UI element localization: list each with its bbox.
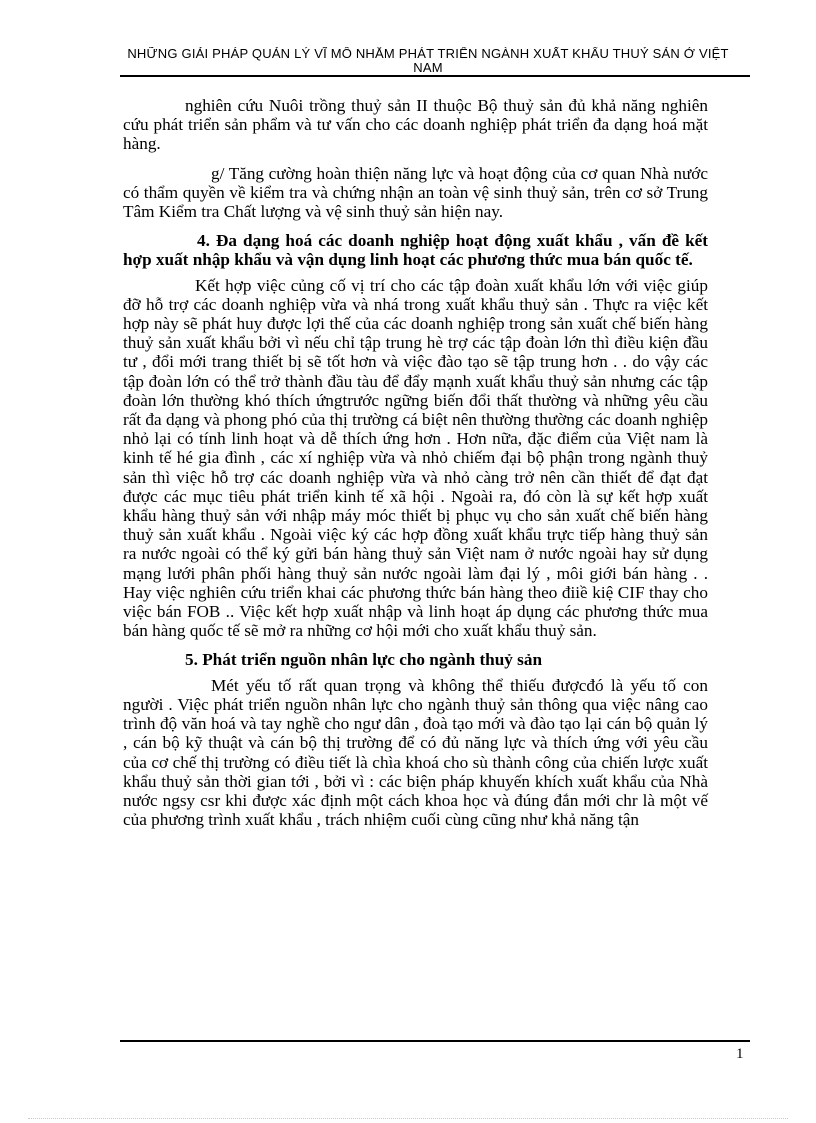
paragraph-research-institute: nghiên cứu Nuôi trồng thuỷ sản II thuộc Bộ thuỷ sản đủ khả năng nghiên cứu phát triển sản phẩm và tư vấn cho các doanh nghiệp phát triển đa dạng hoá mặt hàng.: [123, 96, 708, 154]
paragraph-enterprise-diversification: Kết hợp việc củng cố vị trí cho các tập đoàn xuất khẩu lớn với việc giúp đỡ hỗ trợ các doanh nghiệp vừa và nhá trong xuất khẩu thuỷ sản . Thực ra việc kết hợp này sẽ phát huy được lợi thế của các doanh nghiệp trong sản xuất chế biến hàng thuỷ sản xuất khẩu bởi vì nếu chỉ tập trung hè trợ các tập đoàn lớn thì điều kiện đầu tư , đổi mới trang thiết bị sẽ tốt hơn và việc đào tạo sẽ tập trung hơn . . do vậy các tập đoàn lớn có thể trở thành đầu tàu để đẩy mạnh xuất khẩu thuỷ sản nhưng các tập đoàn lớn thường khó thích ứngtrước ngững biến đổi thất thường và những yêu cầu rất đa dạng và phong phó của thị trường cá biệt nên thường thường các doanh nghiệp nhỏ lại có tính linh hoạt và dễ thích ứng hơn . Hơn nữa, đặc điểm của Việt nam là kinh tế hé gia đình , các xí nghiệp vừa và nhỏ chiếm đại bộ phận trong ngành thuỷ sản thì việc hỗ trợ các doanh nghiệp vừa và nhỏ càng trở nên cần thiết để đạt đạt được các mục tiêu phát triển kinh tế xã hội . Ngoài ra, đó còn là sự kết hợp xuất khẩu hàng thuỷ sản với nhập máy móc thiết bị phục vụ cho sản xuất chế biến hàng thuỷ sản xuất khẩu . Ngoài việc ký các hợp đồng xuất khẩu trực tiếp hàng thuỷ sản ra nước ngoài có thể ký gửi bán hàng thuỷ sản Việt nam ở nước ngoài hay sử dụng mạng lưới phân phối hàng thuỷ sản nước ngoài làm đại lý , môi giới bán hàng . . Hay việc nghiên cứu triển khai các phương thức bán hàng theo điiề kiệ CIF thay cho việc bán FOB .. Việc kết hợp xuất nhập và linh hoạt áp dụng các phương thức mua bán hàng quốc tế sẽ mở ra những cơ hội mới cho xuất khẩu thuỷ sản.: [123, 275, 709, 641]
section-heading-5: 5. Phát triển nguồn nhân lực cho ngành thuỷ sản: [185, 650, 543, 670]
page-header-title: NHỮNG GIẢI PHÁP QUẢN LÝ VĨ MÔ NHẰM PHÁT TRIỂN NGÀNH XUẤT KHẨU THUỶ SẢN Ở VIỆT NAM: [127, 47, 729, 75]
paragraph-inspection-agency: g/ Tăng cường hoàn thiện năng lực và hoạt động của cơ quan Nhà nước có thẩm quyền về kiểm tra và chứng nhận an toàn vệ sinh thuỷ sản, trên cơ sở Trung Tâm Kiểm tra Chất lượng và vệ sinh thuỷ sản hiện nay.: [123, 163, 708, 222]
page-number: 1: [736, 1046, 744, 1062]
footer-divider: [120, 1040, 750, 1042]
page-bottom-border: [28, 1118, 788, 1119]
paragraph-human-resources: Mét yếu tố rất quan trọng và không thể thiếu đượcđó là yếu tố con người . Việc phát triển nguồn nhân lực cho ngành thuỷ sản thông qua việc nâng cao trình độ văn hoá và tay nghề cho ngư dân , đoà tạo mới và đào tạo lại cán bộ quản lý , cán bộ kỹ thuật và cán bộ thị trường để có đủ năng lực và thích ứng với yêu cầu của cơ chế thị trường có điều tiết là chìa khoá cho sù thành công của chiến lược xuất khẩu thuỷ sản thời gian tới , bởi vì : các biện pháp khuyến khích xuất khẩu của Nhà nước ngsy csr khi được xác định một cách khoa học và đúng đắn mới chr là một vế của phương trình xuất khẩu , trách nhiệm cuối cùng cũng như khả năng tận: [123, 675, 708, 830]
document-body: [123, 96, 708, 829]
section-heading-4: 4. Đa dạng hoá các doanh nghiệp hoạt động xuất khẩu , vấn đề kết hợp xuất nhập khẩu và vận dụng linh hoạt các phương thức mua bán quốc tế.: [123, 231, 708, 270]
header-divider: [120, 75, 750, 77]
